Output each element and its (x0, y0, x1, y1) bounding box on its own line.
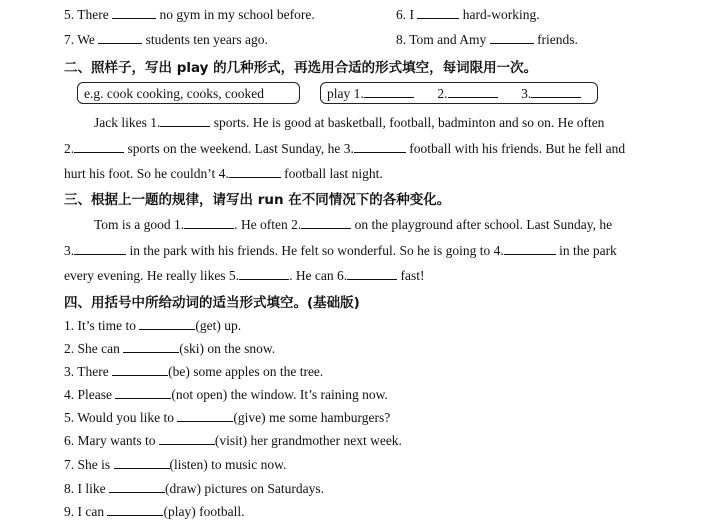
paragraph-line: 2. sports on the weekend. Last Sunday, he 3. football with his friends. But he fell and (64, 141, 626, 156)
exercise-item: 6. I hard-working. (396, 7, 540, 22)
paragraph-line: hurt his foot. So he couldn’t 4. football last night. (64, 166, 383, 181)
exercise-item: 7. She is (listen) to music now. (64, 457, 287, 472)
answer-blank[interactable] (448, 84, 498, 98)
exercise-item: 9. I can (play) football. (64, 504, 245, 519)
answer-blank[interactable] (112, 362, 168, 376)
answer-blank[interactable] (98, 30, 142, 44)
answer-blank[interactable] (417, 5, 459, 19)
answer-blank[interactable] (107, 502, 163, 516)
answer-blank[interactable] (109, 479, 165, 493)
answer-blank[interactable] (364, 84, 414, 98)
answer-box: play 1. 2. 3. (320, 82, 598, 104)
answer-blank[interactable] (531, 84, 581, 98)
answer-blank[interactable] (490, 30, 534, 44)
answer-blank[interactable] (112, 5, 156, 19)
answer-blank[interactable] (160, 113, 210, 127)
answer-blank[interactable] (239, 266, 289, 280)
answer-blank[interactable] (301, 215, 351, 229)
answer-blank[interactable] (123, 339, 179, 353)
answer-blank[interactable] (74, 241, 126, 255)
exercise-item: 3. There (be) some apples on the tree. (64, 364, 324, 379)
section-heading: 二、照样子，写出 play 的几种形式，再选用合适的形式填空，每词限用一次。 (64, 60, 538, 76)
exercise-item: 1. It’s time to (get) up. (64, 318, 242, 333)
section-heading: 四、用括号中所给动词的适当形式填空。(基础版) (64, 295, 360, 311)
exercise-item: 8. Tom and Amy friends. (396, 32, 578, 47)
paragraph-line: Jack likes 1. sports. He is good at basketball, football, badminton and so on. He often (94, 115, 605, 130)
exercise-item: 5. Would you like to (give) me some hamburgers? (64, 410, 391, 425)
answer-blank[interactable] (115, 385, 171, 399)
answer-blank[interactable] (114, 455, 170, 469)
answer-blank[interactable] (74, 139, 124, 153)
paragraph-line: every evening. He really likes 5. . He can 6. fast! (64, 268, 425, 283)
answer-blank[interactable] (354, 139, 406, 153)
exercise-item: 8. I like (draw) pictures on Saturdays. (64, 481, 324, 496)
exercise-item: 7. We students ten years ago. (64, 32, 268, 47)
answer-blank[interactable] (159, 431, 215, 445)
answer-blank[interactable] (504, 241, 556, 255)
paragraph-line: Tom is a good 1. . He often 2. on the playground after school. Last Sunday, he (94, 217, 613, 232)
section-heading: 三、根据上一题的规律，请写出 run 在不同情况下的各种变化。 (64, 192, 451, 208)
answer-blank[interactable] (177, 408, 233, 422)
paragraph-line: 3. in the park with his friends. He felt so wonderful. So he is going to 4. in the park (64, 243, 617, 258)
answer-blank[interactable] (347, 266, 397, 280)
example-box: e.g. cook cooking, cooks, cooked (77, 82, 300, 104)
exercise-item: 4. Please (not open) the window. It’s raining now. (64, 387, 388, 402)
exercise-item: 5. There no gym in my school before. (64, 7, 315, 22)
exercise-item: 2. She can (ski) on the snow. (64, 341, 276, 356)
answer-blank[interactable] (229, 164, 281, 178)
exercise-item: 6. Mary wants to (visit) her grandmother next week. (64, 433, 402, 448)
answer-blank[interactable] (184, 215, 234, 229)
answer-blank[interactable] (139, 316, 195, 330)
